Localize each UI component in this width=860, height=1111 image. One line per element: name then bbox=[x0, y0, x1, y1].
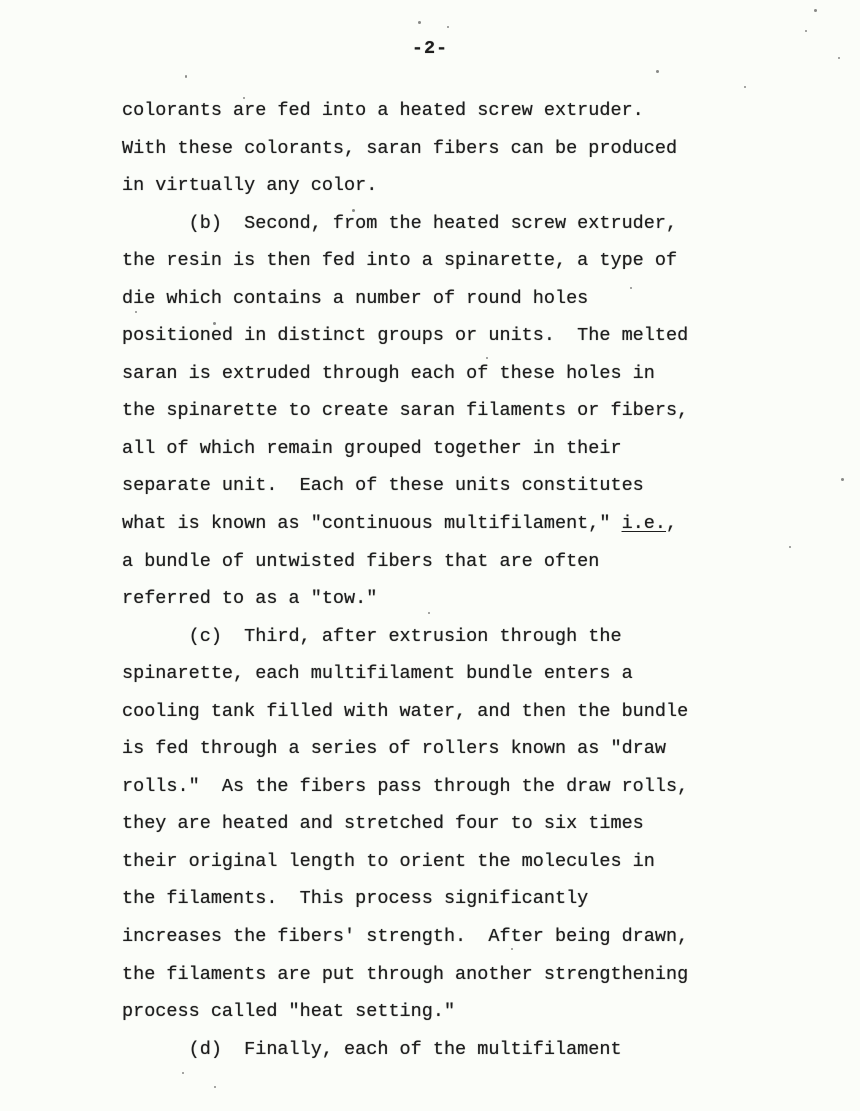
text-segment: (b) Second, from the heated screw extruder, bbox=[122, 212, 678, 234]
text-segment: all of which remain grouped together in their bbox=[122, 437, 622, 459]
text-segment: the spinarette to create saran filaments or fibers, bbox=[122, 400, 689, 422]
text-line bbox=[122, 430, 762, 468]
scan-speck bbox=[630, 287, 632, 289]
text-line bbox=[122, 543, 762, 581]
text-line bbox=[122, 392, 762, 430]
text-segment: positioned in distinct groups or units. The melted bbox=[122, 325, 689, 347]
text-line bbox=[122, 1031, 762, 1069]
scan-speck bbox=[805, 30, 807, 32]
text-line bbox=[122, 655, 762, 693]
scan-speck bbox=[428, 612, 430, 614]
text-segment: what is known as "continuous multifilament," bbox=[122, 513, 622, 535]
text-segment: colorants are fed into a heated screw extruder. bbox=[122, 100, 644, 121]
scan-speck bbox=[511, 948, 513, 950]
text-line bbox=[122, 956, 762, 994]
text-segment: the filaments. This process significantly bbox=[122, 888, 589, 910]
text-segment: a bundle of untwisted fibers that are often bbox=[122, 550, 600, 572]
text-line bbox=[122, 242, 762, 280]
scan-speck bbox=[352, 209, 355, 212]
scan-speck bbox=[214, 1086, 216, 1088]
text-line bbox=[122, 843, 762, 881]
text-line bbox=[122, 618, 762, 656]
scan-speck bbox=[789, 546, 791, 548]
text-line bbox=[122, 280, 762, 318]
underlined-text: i.e. bbox=[621, 513, 667, 535]
text-segment: referred to as a "tow." bbox=[122, 588, 378, 610]
text-segment: the resin is then fed into a spinarette, a type of bbox=[122, 250, 678, 272]
scan-speck bbox=[447, 26, 449, 28]
scan-speck bbox=[135, 311, 137, 313]
text-segment: (d) Finally, each of the multifilament bbox=[122, 1038, 622, 1060]
text-line bbox=[122, 693, 762, 731]
text-segment: in virtually any color. bbox=[122, 175, 378, 197]
text-segment: rolls." As the fibers pass through the draw rolls, bbox=[122, 775, 689, 797]
text-segment: their original length to orient the molecules in bbox=[122, 850, 655, 872]
text-segment: With these colorants, saran fibers can be produced bbox=[122, 137, 678, 159]
text-line bbox=[122, 880, 762, 918]
text-line bbox=[122, 92, 762, 130]
text-segment: process called "heat setting." bbox=[122, 1001, 456, 1023]
text-line bbox=[122, 993, 762, 1031]
scan-speck bbox=[243, 97, 245, 99]
text-segment: increases the fibers' strength. After being drawn, bbox=[122, 926, 689, 948]
scan-speck bbox=[814, 9, 817, 12]
text-line bbox=[122, 317, 762, 355]
text-line bbox=[122, 467, 762, 505]
scan-speck bbox=[744, 86, 746, 88]
text-segment: separate unit. Each of these units constitutes bbox=[122, 475, 644, 497]
scan-speck bbox=[418, 21, 421, 24]
text-segment: saran is extruded through each of these holes in bbox=[122, 362, 655, 384]
text-line bbox=[122, 167, 762, 205]
page-number: -2- bbox=[411, 38, 449, 59]
scan-speck bbox=[213, 322, 216, 325]
text-line bbox=[122, 355, 762, 393]
text-segment: they are heated and stretched four to six times bbox=[122, 813, 644, 835]
text-segment: cooling tank filled with water, and then the bundle bbox=[122, 700, 689, 722]
text-segment: (c) Third, after extrusion through the bbox=[122, 625, 622, 647]
text-segment: , bbox=[666, 513, 678, 535]
text-line bbox=[122, 730, 762, 768]
text-segment: spinarette, each multifilament bundle enters a bbox=[122, 663, 633, 685]
text-line bbox=[122, 580, 762, 618]
scan-speck bbox=[656, 70, 659, 73]
text-line bbox=[122, 505, 762, 543]
text-line bbox=[122, 805, 762, 843]
text-line bbox=[122, 768, 762, 806]
scan-speck bbox=[182, 1072, 184, 1074]
scan-speck bbox=[185, 75, 187, 78]
scan-speck bbox=[486, 357, 488, 359]
document-body bbox=[122, 92, 762, 1068]
scan-speck bbox=[841, 478, 844, 481]
text-line bbox=[122, 205, 762, 243]
scan-speck bbox=[838, 57, 840, 59]
text-line bbox=[122, 918, 762, 956]
text-segment: is fed through a series of rollers known as "draw bbox=[122, 738, 666, 760]
text-line bbox=[122, 130, 762, 168]
text-segment: the filaments are put through another strengthening bbox=[122, 963, 689, 985]
text-segment: die which contains a number of round holes bbox=[122, 287, 589, 309]
